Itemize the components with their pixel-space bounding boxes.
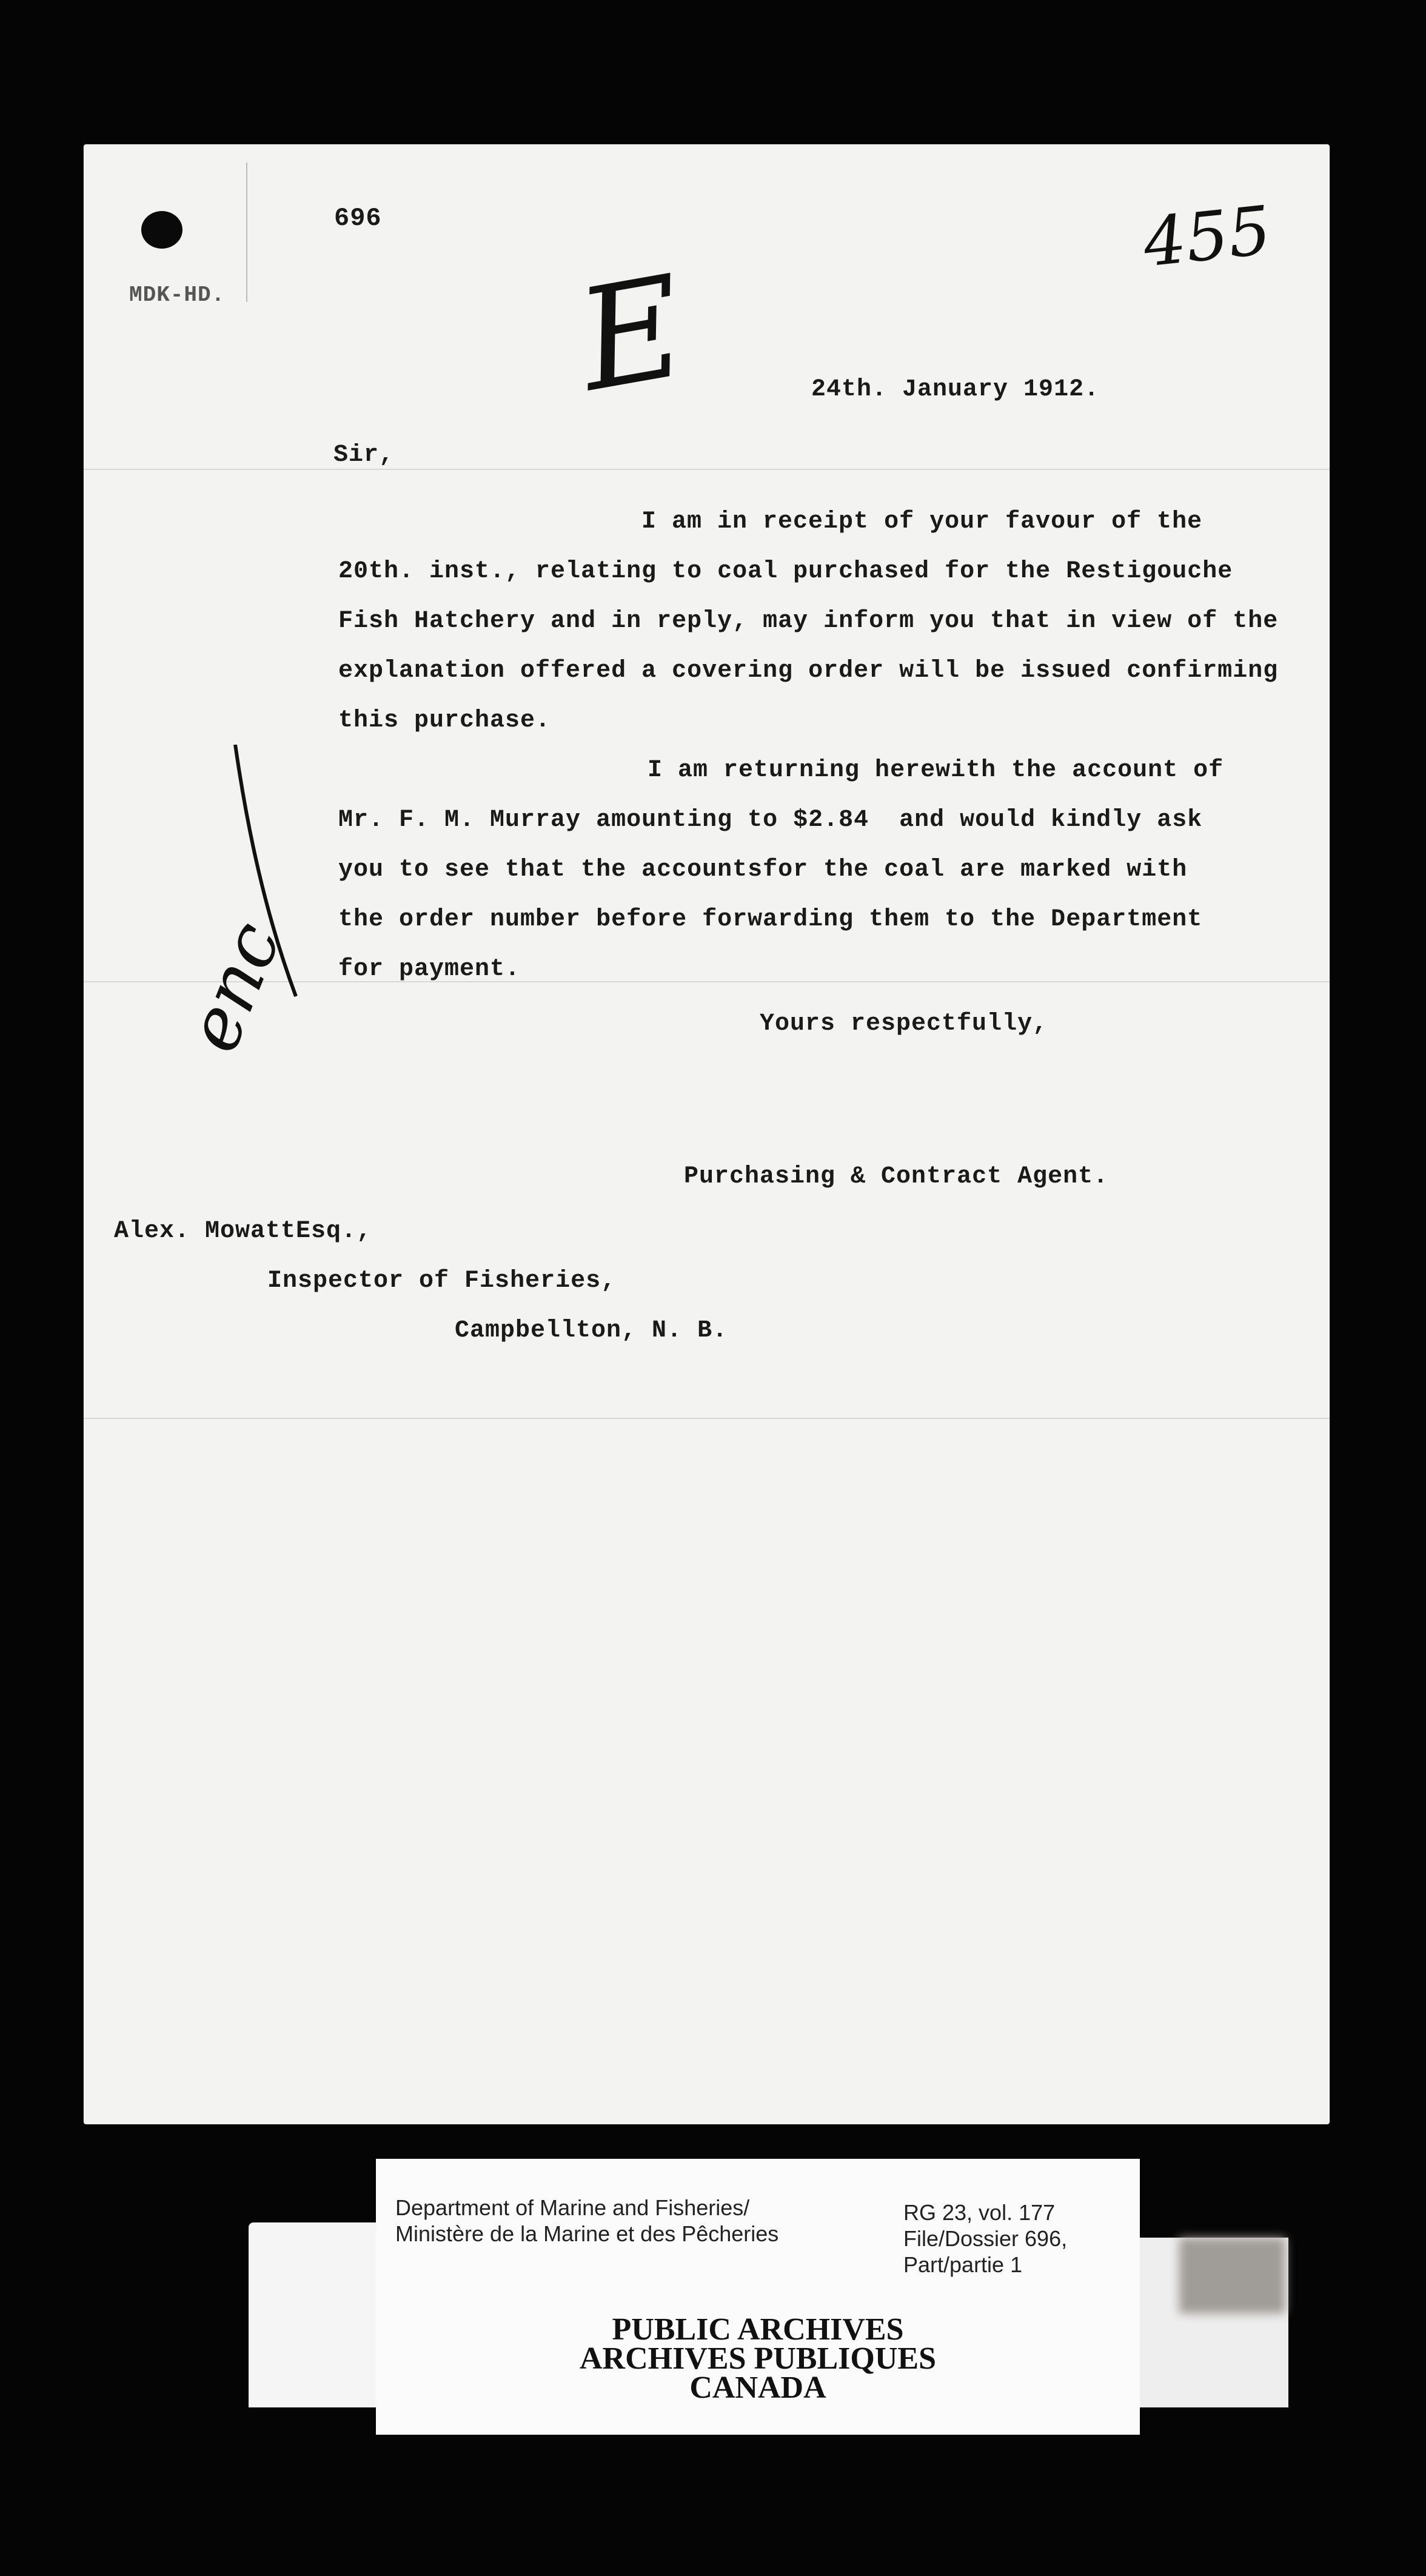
recipient-title: Inspector of Fisheries, — [267, 1267, 617, 1295]
reference-line: Part/partie 1 — [903, 2252, 1023, 2277]
fold-line — [84, 469, 1330, 470]
body-line: I am in receipt of your favour of the — [641, 508, 1203, 535]
letter-date: 24th. January 1912. — [811, 376, 1100, 403]
archive-label — [376, 2159, 1140, 2435]
handwritten-enc: enc — [170, 910, 298, 1064]
handwritten-stroke — [229, 745, 302, 999]
closing: Yours respectfully, — [760, 1010, 1048, 1038]
body-line: you to see that the accountsfor the coal are marked with — [338, 856, 1188, 884]
letter-page — [84, 144, 1330, 2124]
department-line: Department of Marine and Fisheries/ — [395, 2195, 750, 2220]
body-line: for payment. — [338, 956, 521, 983]
body-line: the order number before forwarding them to the Department — [338, 906, 1203, 933]
body-line: Fish Hatchery and in reply, may inform you that in view of the — [338, 608, 1279, 635]
fold-line — [84, 1418, 1330, 1419]
margin-line — [246, 163, 251, 302]
body-line: this purchase. — [338, 707, 551, 734]
archive-title: PUBLIC ARCHIVES — [612, 2312, 904, 2347]
reference-line: File/Dossier 696, — [903, 2226, 1068, 2251]
archive-title: ARCHIVES PUBLIQUES — [579, 2341, 937, 2376]
file-number: 696 — [334, 204, 382, 233]
reference-line: RG 23, vol. 177 — [903, 2200, 1056, 2225]
punch-hole — [141, 211, 182, 249]
handwritten-initial: E — [567, 246, 696, 423]
body-line: I am returning herewith the account of — [648, 757, 1224, 784]
archive-tab-right — [1137, 2238, 1288, 2407]
signature-title: Purchasing & Contract Agent. — [684, 1163, 1109, 1190]
recipient-name: Alex. MowattEsq., — [114, 1218, 372, 1245]
body-line: Mr. F. M. Murray amounting to $2.84 and would kindly ask — [338, 807, 1203, 834]
body-line: explanation offered a covering order will be issued confirming — [338, 657, 1279, 685]
archive-tab-left — [249, 2222, 377, 2407]
archive-title: CANADA — [689, 2370, 826, 2405]
department-line: Ministère de la Marine et des Pêcheries — [395, 2221, 779, 2246]
handwritten-page-number: 455 — [1139, 191, 1275, 282]
salutation: Sir, — [333, 441, 395, 469]
body-line: 20th. inst., relating to coal purchased for the Restigouche — [338, 558, 1233, 585]
recipient-address: Campbellton, N. B. — [455, 1317, 728, 1344]
reference-code: MDK-HD. — [129, 283, 226, 307]
